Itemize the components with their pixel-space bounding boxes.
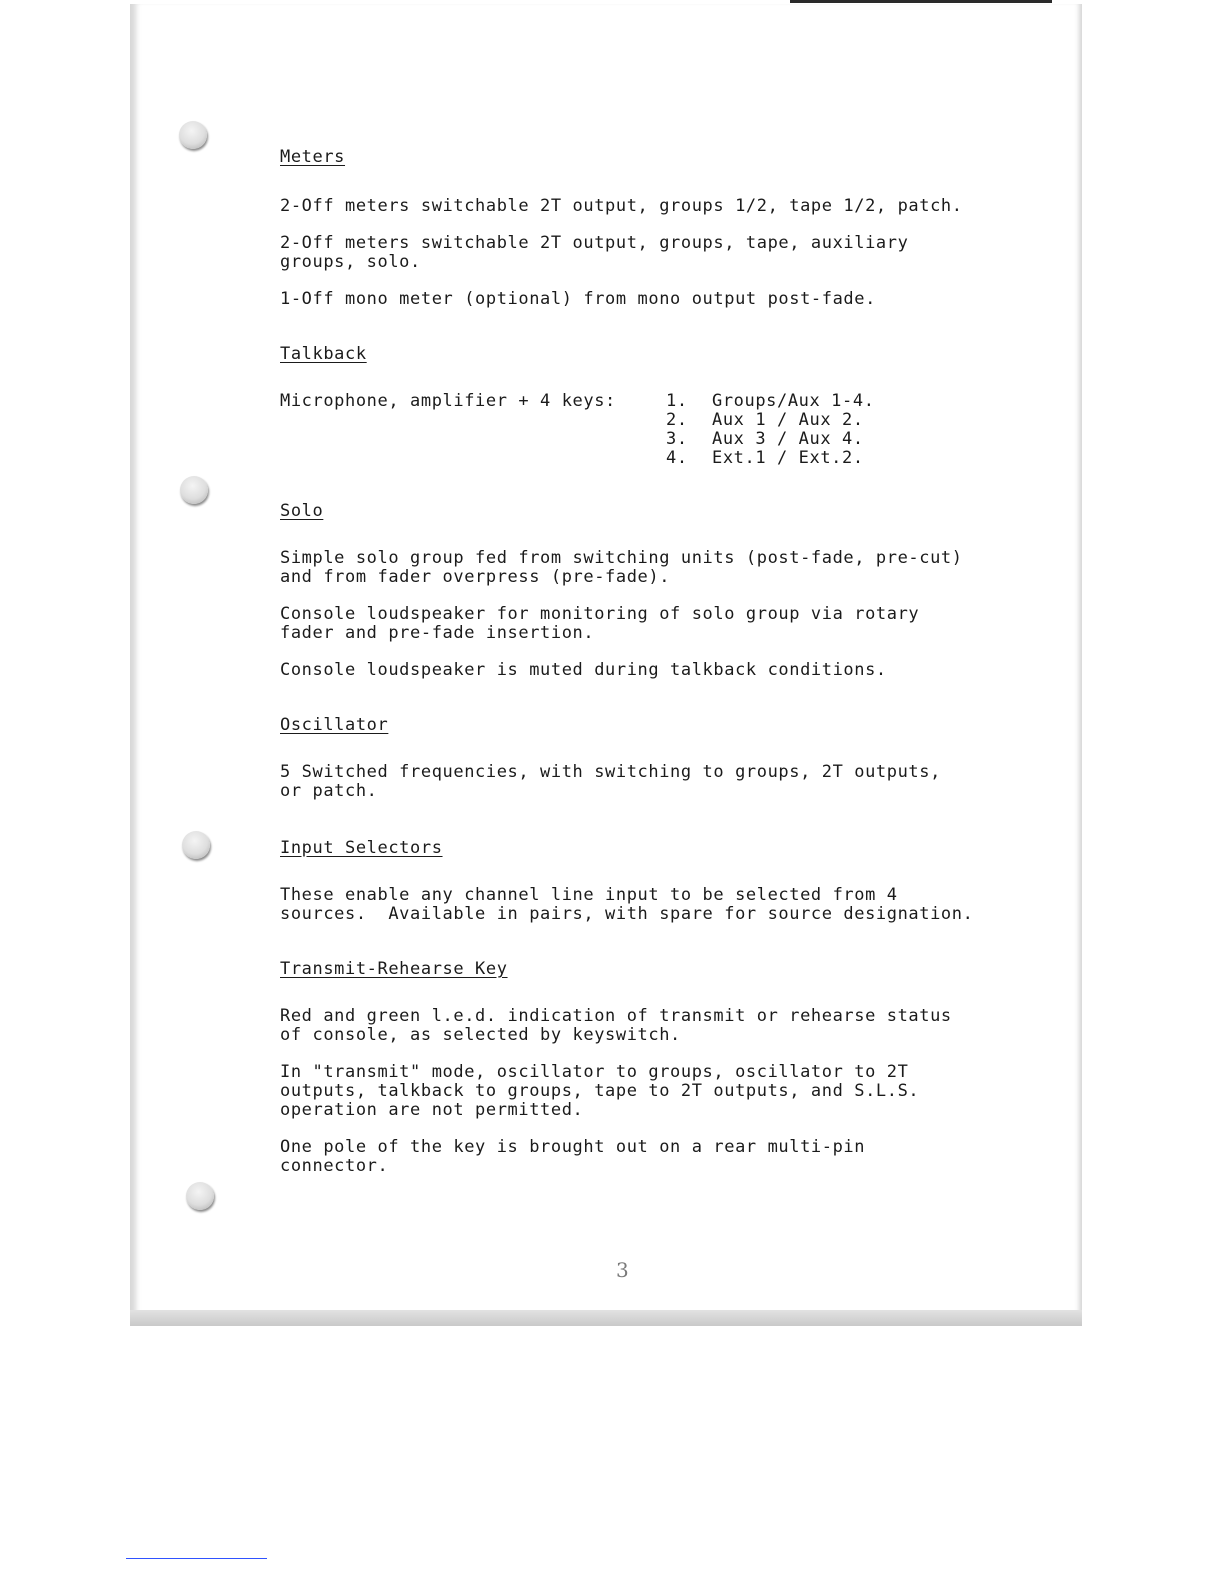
- key-label: Aux 3 / Aux 4.: [712, 429, 864, 449]
- input-selectors-heading: Input Selectors: [280, 838, 443, 858]
- key-label: Groups/Aux 1-4.: [712, 391, 875, 411]
- solo-heading: Solo: [280, 501, 324, 521]
- talkback-key-list: [666, 392, 875, 468]
- transmit-rehearse-paragraph-3: One pole of the key is brought out on a rear multi-pin connector.: [280, 1137, 866, 1176]
- input-selectors-paragraph-1: These enable any channel line input to be selected from 4 sources. Available in pairs, with spare for source designation.: [280, 885, 974, 924]
- talkback-heading: Talkback: [280, 344, 367, 364]
- oscillator-heading: Oscillator: [280, 715, 389, 735]
- page-number: 3: [616, 1258, 629, 1282]
- talkback-keys-block: [280, 392, 1020, 468]
- oscillator-paragraph-1: 5 Switched frequencies, with switching to groups, 2T outputs, or patch.: [280, 762, 941, 801]
- list-item: [666, 392, 875, 411]
- key-number: 2.: [666, 410, 688, 430]
- transmit-rehearse-paragraph-1: Red and green l.e.d. indication of transmit or rehearse status of console, as selected by keyswitch.: [280, 1006, 952, 1045]
- transmit-rehearse-heading: Transmit-Rehearse Key: [280, 959, 508, 979]
- meters-paragraph-1: 2-Off meters switchable 2T output, groups 1/2, tape 1/2, patch.: [280, 196, 963, 216]
- talkback-lead-text: Microphone, amplifier + 4 keys:: [280, 391, 616, 411]
- punch-hole-4: [186, 1182, 214, 1210]
- key-number: 1.: [666, 391, 688, 411]
- key-label: Aux 1 / Aux 2.: [712, 410, 864, 430]
- key-number: 4.: [666, 448, 688, 468]
- punch-hole-2: [180, 476, 208, 504]
- list-item: [666, 449, 875, 468]
- meters-paragraph-3: 1-Off mono meter (optional) from mono output post-fade.: [280, 289, 876, 309]
- list-item: [666, 411, 875, 430]
- meters-heading: Meters: [280, 147, 346, 167]
- document-body: [280, 148, 1020, 1176]
- scan-edge-mark: [790, 0, 1052, 3]
- solo-paragraph-2: Console loudspeaker for monitoring of solo group via rotary fader and pre-fade insertion.: [280, 604, 920, 643]
- punch-hole-1: [179, 121, 207, 149]
- footer-rule: [126, 1558, 267, 1559]
- key-number: 3.: [666, 429, 688, 449]
- meters-paragraph-2: 2-Off meters switchable 2T output, groups, tape, auxiliary groups, solo.: [280, 233, 909, 272]
- page-bottom-edge: [130, 1310, 1082, 1326]
- solo-paragraph-1: Simple solo group fed from switching units (post-fade, pre-cut) and from fader overpress (pre-fade).: [280, 548, 963, 587]
- punch-hole-3: [182, 831, 210, 859]
- solo-paragraph-3: Console loudspeaker is muted during talkback conditions.: [280, 660, 887, 680]
- list-item: [666, 430, 875, 449]
- key-label: Ext.1 / Ext.2.: [712, 448, 864, 468]
- transmit-rehearse-paragraph-2: In "transmit" mode, oscillator to groups, oscillator to 2T outputs, talkback to groups, tape to 2T outputs, and S.L.S. operation are not permitted.: [280, 1062, 920, 1120]
